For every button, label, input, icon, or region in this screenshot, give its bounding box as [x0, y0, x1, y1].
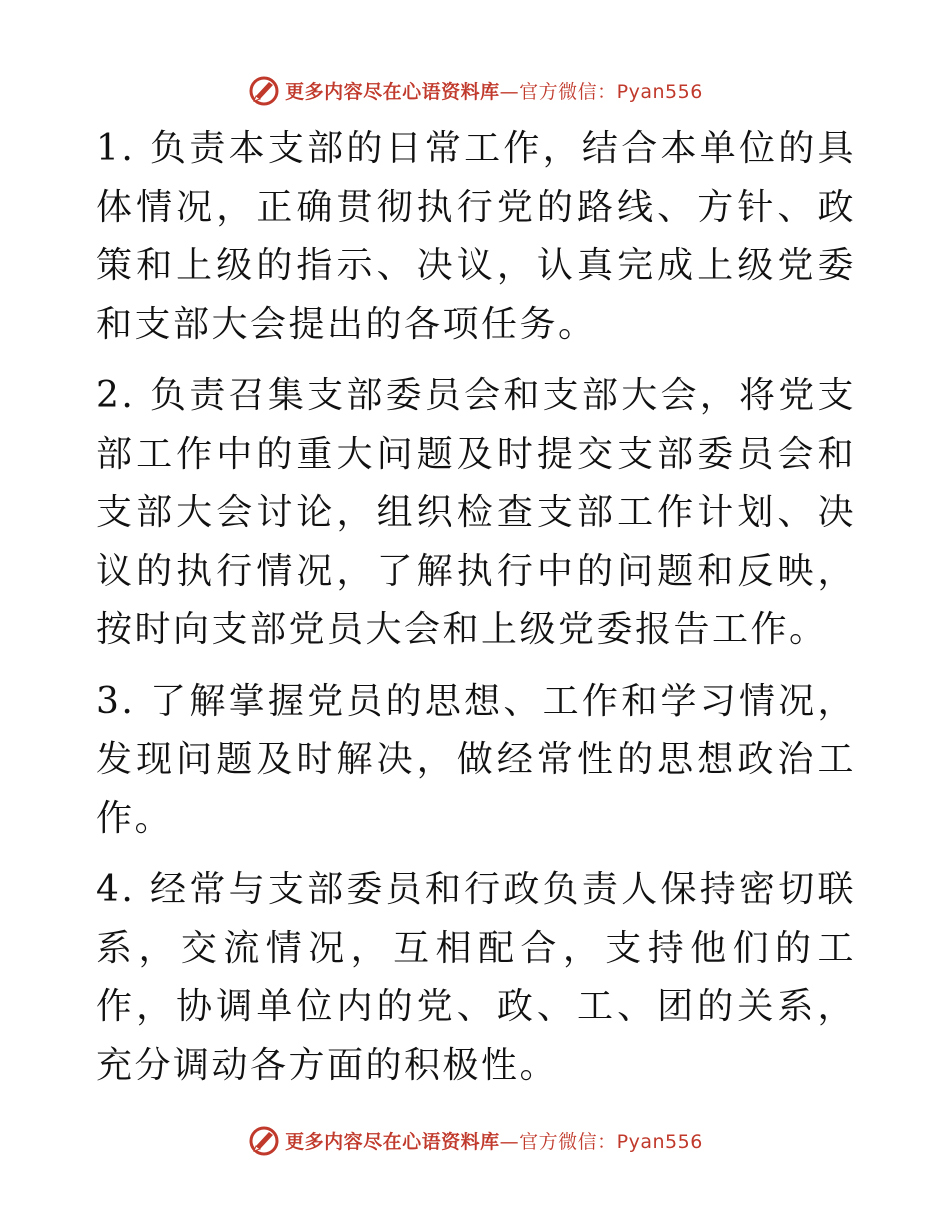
- duty-paragraph-3: 3. 了解掌握党员的思想、工作和学习情况，发现问题及时解决，做经常性的思想政治工作。: [96, 680, 856, 839]
- duty-paragraph-2: 2. 负责召集支部委员会和支部大会，将党支部工作中的重大问题及时提交支部委员会和支部大会讨论，组织检查支部工作计划、决议的执行情况，了解执行中的问题和反映，按时向支部党员大会和上级党委报告工作。: [96, 375, 856, 650]
- footer-watermark-banner: [0, 1120, 950, 1160]
- watermark-separator: —: [499, 1130, 520, 1153]
- watermark-brand: 更多内容尽在心语资料库: [285, 80, 500, 103]
- watermark-separator: —: [499, 80, 520, 103]
- header-watermark-banner: [0, 70, 950, 110]
- duty-paragraph-4: 4. 经常与支部委员和行政负责人保持密切联系，交流情况，互相配合，支持他们的工作，协调单位内的党、政、工、团的关系，充分调动各方面的积极性。: [96, 869, 856, 1086]
- watermark-text: [285, 77, 703, 104]
- watermark-text: [285, 1127, 703, 1154]
- pen-logo-icon: [247, 1123, 281, 1157]
- watermark-wechat: 官方微信：Pyan556: [519, 1130, 703, 1153]
- pen-logo-icon: [247, 73, 281, 107]
- document-body: [96, 120, 856, 1108]
- duty-paragraph-1: 1. 负责本支部的日常工作，结合本单位的具体情况，正确贯彻执行党的路线、方针、政策和上级的指示、决议，认真完成上级党委和支部大会提出的各项任务。: [96, 128, 856, 345]
- watermark-wechat: 官方微信：Pyan556: [519, 80, 703, 103]
- watermark-brand: 更多内容尽在心语资料库: [285, 1130, 500, 1153]
